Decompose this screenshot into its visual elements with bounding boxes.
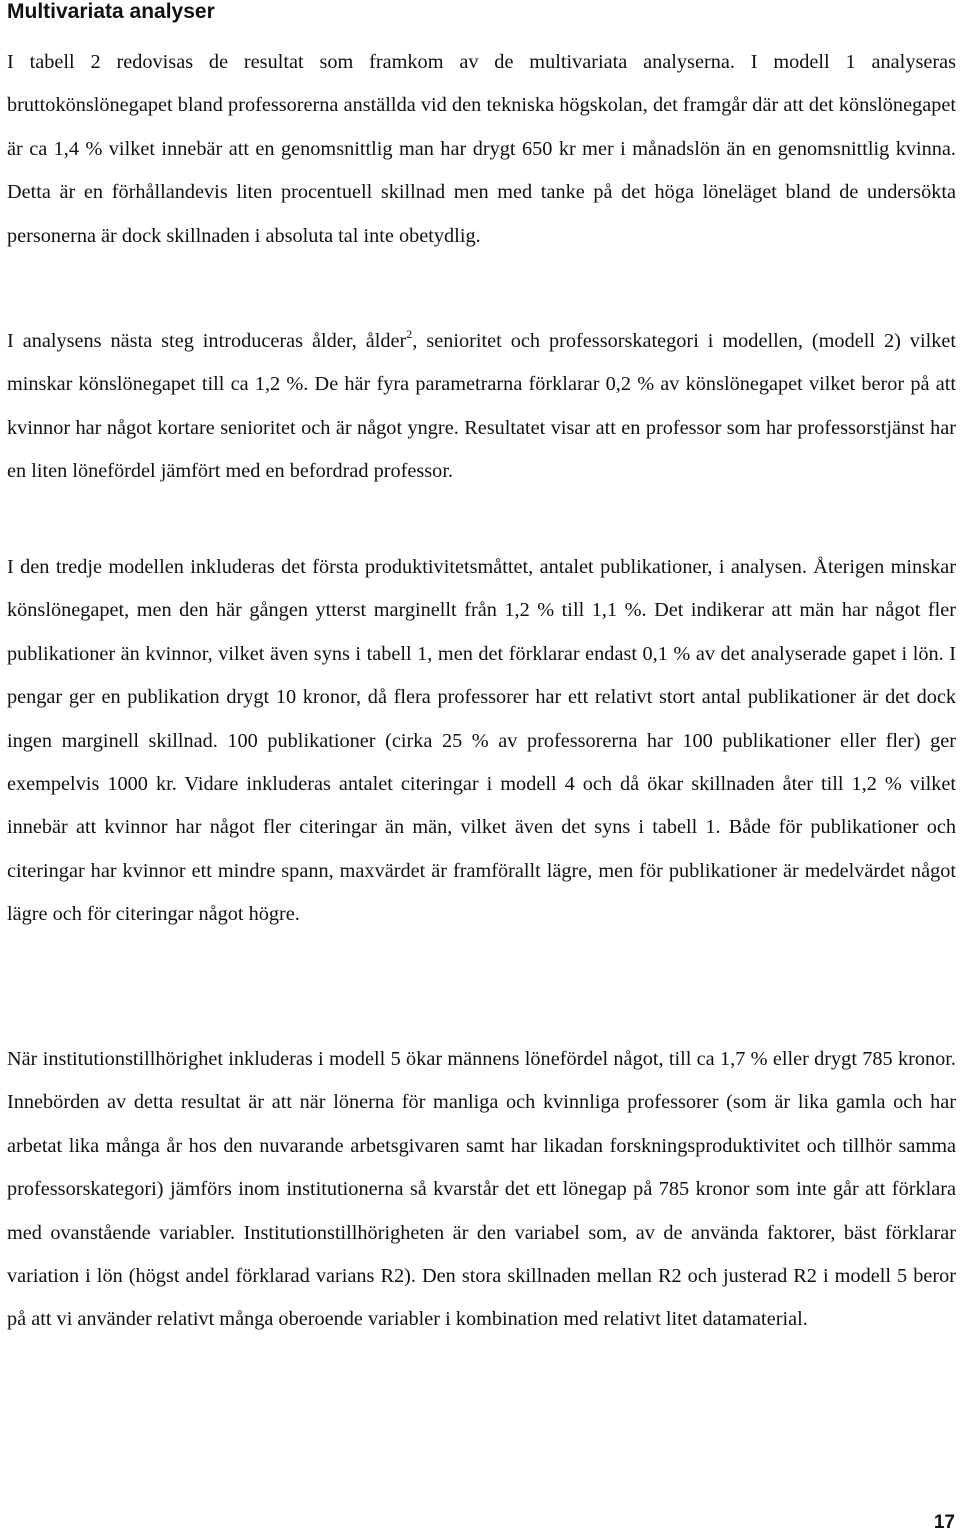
paragraph-model-2-text-b: , senioritet och professorskategori i modellen, (modell 2) vilket minskar könslönegapet till ca 1,2 %. De här fyra parametrarna förklarar 0,2 % av könslönegapet vilket beror på att kvinnor har något kortare senioritet och är något yngre. Resultatet visar att en professor som har professorstjänst har en liten lönefördel jämfört med en befordrad professor.	[7, 330, 956, 483]
page-number: 17	[933, 1512, 955, 1533]
section-heading: Multivariata analyser	[7, 0, 215, 23]
paragraph-model-3-4: I den tredje modellen inkluderas det första produktivitetsmåttet, antalet publikationer, i analysen. Återigen minskar könslönegapet, men den här gången ytterst marginellt från 1,2 % till 1,1 %. Det indikerar att män har något fler publikationer än kvinnor, vilket även syns i tabell 1, men det förklarar endast 0,1 % av det analyserade gapet i lön. I pengar ger en publikation drygt 10 kronor, då flera professorer har ett relativt stort antal publikationer är det dock ingen marginell skillnad. 100 publikationer (cirka 25 % av professorerna har 100 publikationer eller fler) ger exempelvis 1000 kr. Vidare inkluderas antalet citeringar i modell 4 och då ökar skillnaden åter till 1,2 % vilket innebär att kvinnor har något fler citeringar än män, vilket även det syns i tabell 1. Både för publikationer och citeringar har kvinnor ett mindre spann, maxvärdet är framförallt lägre, men för publikationer är medelvärdet något lägre och för citeringar något högre.	[7, 556, 956, 926]
paragraph-model-2	[7, 320, 956, 494]
paragraph-model-5: När institutionstillhörighet inkluderas i modell 5 ökar männens lönefördel något, till ca 1,7 % eller drygt 785 kronor. Innebörden av detta resultat är att när lönerna för manliga och kvinnliga professorer (som är lika gamla och har arbetat lika många år hos den nuvarande arbetsgivaren samt har likadan forskningsproduktivitet och tillhör samma professorskategori) jämförs inom institutionerna så kvarstår det ett lönegap på 785 kronor som inte går att förklara med ovanstående variabler. Institutionstillhörigheten är den variabel som, av de använda faktorer, bäst förklarar variation i lön (högst andel förklarad varians R2). Den stora skillnaden mellan R2 och justerad R2 i modell 5 beror på att vi använder relativt många oberoende variabler i kombination med relativt litet datamaterial.	[7, 1048, 956, 1331]
paragraph-results-overview: I tabell 2 redovisas de resultat som framkom av de multivariata analyserna. I modell 1 analyseras bruttokönslönegapet bland professorerna anställda vid den tekniska högskolan, det framgår där att det könslönegapet är ca 1,4 % vilket innebär att en genomsnittlig man har drygt 650 kr mer i månadslön än en genomsnittlig kvinna. Detta är en förhållandevis liten procentuell skillnad men med tanke på det höga löneläget bland de undersökta personerna är dock skillnaden i absoluta tal inte obetydlig.	[7, 51, 956, 247]
superscript: 2	[406, 327, 413, 341]
paragraph-model-2-text-a: I analysens nästa steg introduceras ålder, ålder	[7, 330, 407, 352]
